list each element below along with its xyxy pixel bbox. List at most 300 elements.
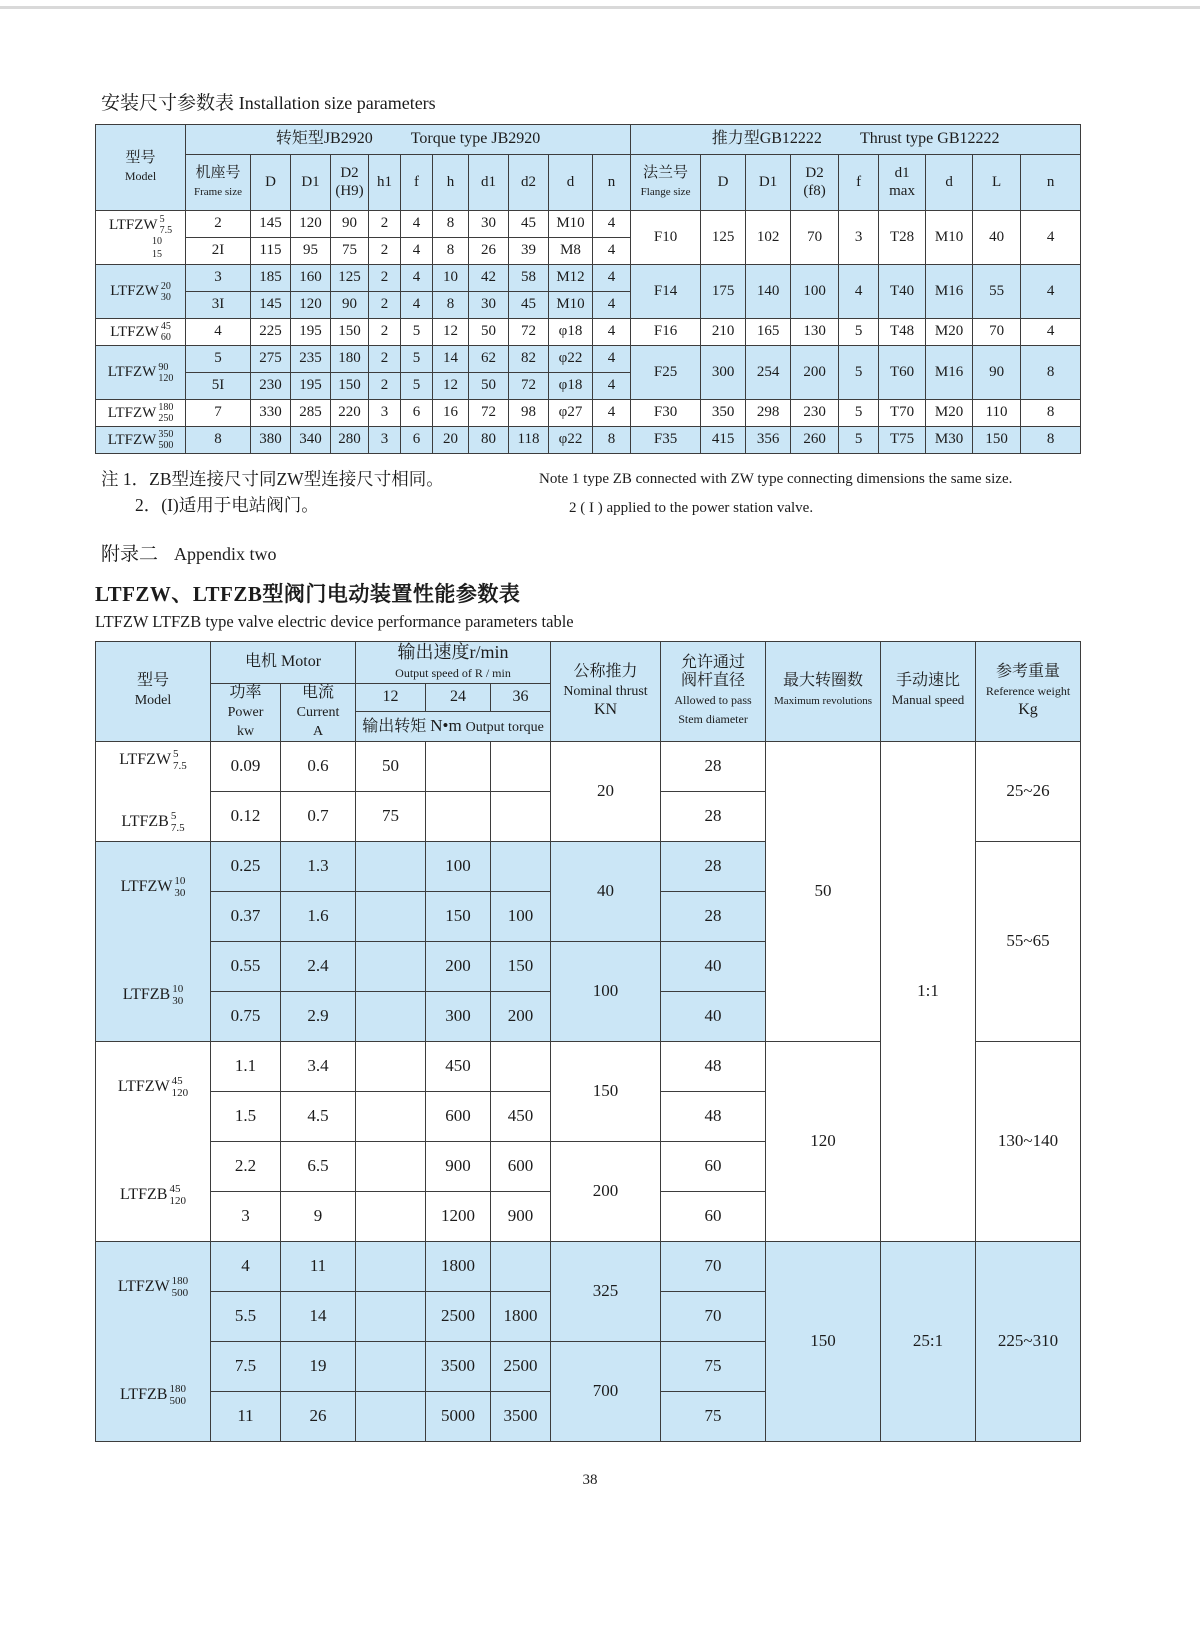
header-zh: D2	[805, 164, 824, 181]
model-sup: 5	[170, 810, 177, 823]
cell: 100	[491, 891, 551, 941]
header-zh: 功率	[229, 684, 262, 701]
table1-group-header-row	[96, 125, 1081, 155]
cell	[491, 1241, 551, 1291]
cell: 4	[211, 1241, 281, 1291]
cell: 102	[746, 211, 791, 265]
header-en: Nominal thrust	[563, 683, 648, 699]
cell: 26	[469, 238, 509, 265]
col-t-d1: d1	[469, 155, 509, 211]
col-output-torque	[356, 712, 551, 741]
cell: 3	[839, 211, 879, 265]
header-en: Model	[124, 168, 157, 183]
cell: 2I	[186, 238, 251, 265]
cell: 12	[433, 319, 469, 346]
col-t-h: h	[433, 155, 469, 211]
header-sub: (f8)	[803, 182, 826, 199]
header-zh: 型号	[125, 149, 156, 166]
cell: 180	[331, 346, 369, 373]
cell: φ27	[549, 400, 593, 427]
cell	[356, 941, 426, 991]
cell: 1.5	[211, 1091, 281, 1141]
cell: 0.12	[211, 791, 281, 841]
cell: M16	[926, 346, 973, 400]
header-zh: 允许通过	[681, 653, 746, 671]
header-unit: A	[312, 723, 324, 739]
header-en: Current	[296, 704, 340, 720]
cell: M12	[549, 265, 593, 292]
cell	[426, 791, 491, 841]
cell: 200	[791, 346, 839, 400]
cell: 39	[509, 238, 549, 265]
cell: 0.75	[211, 991, 281, 1041]
model-cell	[96, 400, 186, 427]
model-name: LTFZW	[107, 404, 157, 421]
table2-header-row-1	[96, 642, 1081, 684]
cell: 3	[369, 427, 401, 454]
cell: 8	[433, 292, 469, 319]
cell: 325	[551, 1241, 661, 1341]
cell: 30	[469, 211, 509, 238]
model-name: LTFZW	[107, 364, 157, 380]
model-sub: 30	[174, 887, 186, 900]
table1-column-header-row	[96, 155, 1081, 211]
header-unit: Kg	[1018, 700, 1038, 718]
cell: 2500	[491, 1341, 551, 1391]
col-f-L: L	[973, 155, 1021, 211]
col-t-d2: d2	[509, 155, 549, 211]
col-speed-12: 12	[356, 684, 426, 712]
model-sup: 20	[160, 280, 171, 292]
note-zh-2: 2．(I)适用于电站阀门。	[135, 495, 319, 516]
section1-title	[101, 0, 1085, 115]
cell: 350	[701, 400, 746, 427]
cell: F16	[631, 319, 701, 346]
cell: 225	[251, 319, 291, 346]
model-sub: 30	[172, 995, 184, 1008]
cell	[356, 1091, 426, 1141]
cell: 4	[1021, 211, 1081, 265]
note-en-1: Note 1 type ZB connected with ZW type connecting dimensions the same size.	[539, 471, 1013, 487]
cell: 5	[839, 319, 879, 346]
table-row	[96, 400, 1081, 427]
cell: 175	[701, 265, 746, 319]
cell: 20	[551, 741, 661, 841]
cell: 48	[661, 1041, 766, 1091]
cell: 110	[973, 400, 1021, 427]
col-f-f: f	[839, 155, 879, 211]
cell: 90	[973, 346, 1021, 400]
cell: 5000	[426, 1391, 491, 1441]
col-frame-size	[186, 155, 251, 211]
cell: F25	[631, 346, 701, 400]
cell: 95	[291, 238, 331, 265]
cell: 150	[973, 427, 1021, 454]
cell: T60	[879, 346, 926, 400]
cell: 4	[593, 373, 631, 400]
cell: 70	[661, 1291, 766, 1341]
note-en-2: 2 ( I ) applied to the power station valve.	[569, 499, 814, 516]
cell: 55	[973, 265, 1021, 319]
model-cell	[96, 427, 186, 454]
col-f-d1max	[879, 155, 926, 211]
cell: 150	[426, 891, 491, 941]
cell: 4	[593, 238, 631, 265]
model-sup: 5	[159, 214, 165, 225]
cell	[356, 1391, 426, 1441]
col-manual-speed	[881, 642, 976, 742]
cell: 6.5	[281, 1141, 356, 1191]
col-f-d: d	[926, 155, 973, 211]
table-row	[96, 265, 1081, 292]
cell: 140	[746, 265, 791, 319]
model-name: LTFZW	[108, 216, 158, 233]
col-reference-weight	[976, 642, 1081, 742]
cell: 3500	[426, 1341, 491, 1391]
cell: 150	[331, 319, 369, 346]
model-sup: 180	[171, 1274, 189, 1287]
cell: 285	[291, 400, 331, 427]
cell: 356	[746, 427, 791, 454]
cell: 150	[491, 941, 551, 991]
cell: 28	[661, 741, 766, 791]
col-speed-36: 36	[491, 684, 551, 712]
cell: T28	[879, 211, 926, 265]
model-cell	[96, 1041, 211, 1241]
model-sup: 350	[158, 429, 174, 440]
cell: 300	[701, 346, 746, 400]
cell: 0.7	[281, 791, 356, 841]
cell: T70	[879, 400, 926, 427]
cell: T40	[879, 265, 926, 319]
cell: 75	[356, 791, 426, 841]
cell: 200	[551, 1141, 661, 1241]
appendix-zh: 附录二	[101, 544, 159, 565]
cell: 0.55	[211, 941, 281, 991]
cell: 160	[291, 265, 331, 292]
model-cell	[96, 841, 211, 1041]
header-en: Maximum revolutions	[773, 695, 873, 708]
header-en: Output speed of R / min	[395, 666, 511, 680]
cell: 0.37	[211, 891, 281, 941]
cell	[356, 991, 426, 1041]
model-sup: 45	[160, 321, 171, 332]
table-row	[96, 346, 1081, 373]
header-en: Output torque	[465, 720, 544, 735]
cell: 130~140	[976, 1041, 1081, 1241]
cell: T75	[879, 427, 926, 454]
cell: 42	[469, 265, 509, 292]
cell: 8	[1021, 427, 1081, 454]
header-sub: (H9)	[335, 182, 364, 199]
header-en: Power	[227, 704, 264, 720]
cell: 118	[509, 427, 549, 454]
cell	[491, 741, 551, 791]
col-model	[96, 125, 186, 211]
cell: 4	[186, 319, 251, 346]
cell: 12	[433, 373, 469, 400]
cell: 4	[593, 265, 631, 292]
cell	[491, 1041, 551, 1091]
header-zh: 参考重量	[996, 663, 1061, 680]
col-f-D2	[791, 155, 839, 211]
cell: 3500	[491, 1391, 551, 1441]
cell	[356, 1141, 426, 1191]
cell: 900	[426, 1141, 491, 1191]
cell: 11	[281, 1241, 356, 1291]
cell: 900	[491, 1191, 551, 1241]
header-zh: D2	[340, 164, 359, 181]
cell: 82	[509, 346, 549, 373]
cell: 5I	[186, 373, 251, 400]
cell: 210	[701, 319, 746, 346]
cell	[491, 841, 551, 891]
cell: 7	[186, 400, 251, 427]
cell: 5	[839, 346, 879, 400]
cell: 25:1	[881, 1241, 976, 1441]
cell: 100	[551, 941, 661, 1041]
cell	[491, 791, 551, 841]
cell: 4	[1021, 265, 1081, 319]
cell: 1800	[491, 1291, 551, 1341]
col-t-n: n	[593, 155, 631, 211]
note-zh-1: 注 1．ZB型连接尺寸同ZW型连接尺寸相同。	[101, 469, 444, 489]
cell: 9	[281, 1191, 356, 1241]
col-t-D2	[331, 155, 369, 211]
cell: 2.2	[211, 1141, 281, 1191]
table-row	[96, 741, 1081, 791]
cell: 45	[509, 292, 549, 319]
cell: 2	[369, 265, 401, 292]
cell: 100	[426, 841, 491, 891]
cell: 298	[746, 400, 791, 427]
col-nominal-thrust	[551, 642, 661, 742]
model-name: LTFZB	[120, 1186, 168, 1204]
header-zh: 输出转矩	[362, 718, 427, 735]
model-sup: 10	[174, 874, 186, 887]
cell: φ18	[549, 319, 593, 346]
cell: 120	[766, 1041, 881, 1241]
cell: 2.9	[281, 991, 356, 1041]
cell: 254	[746, 346, 791, 400]
cell: 55~65	[976, 841, 1081, 1041]
cell: 230	[791, 400, 839, 427]
cell: 2	[369, 346, 401, 373]
cell: 2	[186, 211, 251, 238]
cell: 8	[1021, 346, 1081, 400]
model-name: LTFZB	[122, 986, 171, 1004]
cell	[356, 1341, 426, 1391]
cell: 8	[1021, 400, 1081, 427]
col-group-thrust	[631, 125, 1081, 155]
header-zh: 手动速比	[896, 672, 961, 690]
cell	[356, 841, 426, 891]
model-sup: 180	[158, 402, 174, 413]
cell: 14	[433, 346, 469, 373]
cell	[356, 1041, 426, 1091]
cell: 230	[251, 373, 291, 400]
col-group-torque	[186, 125, 631, 155]
cell: 5	[839, 427, 879, 454]
model-cell	[96, 211, 186, 265]
cell: 8	[186, 427, 251, 454]
cell: 3.4	[281, 1041, 356, 1091]
model-cell	[96, 741, 211, 841]
model-sub: 120	[169, 1195, 186, 1208]
cell: 1800	[426, 1241, 491, 1291]
cell: F35	[631, 427, 701, 454]
performance-table	[95, 641, 1081, 1442]
cell: 40	[661, 991, 766, 1041]
col-t-D: D	[251, 155, 291, 211]
header-zh: 机座号	[195, 164, 241, 181]
header-zh: 电流	[302, 684, 335, 701]
cell: 6	[401, 427, 433, 454]
header-zh: 输出速度r/min	[397, 642, 509, 663]
section2-title-zh: LTFZW、LTFZB型阀门电动装置性能参数表	[95, 582, 521, 606]
page-number: 38	[582, 1471, 598, 1488]
col-flange-size	[631, 155, 701, 211]
cell: 275	[251, 346, 291, 373]
cell: 70	[973, 319, 1021, 346]
cell: F30	[631, 400, 701, 427]
table-row	[96, 1241, 1081, 1291]
model-cell	[96, 319, 186, 346]
cell: 120	[291, 211, 331, 238]
cell	[356, 1241, 426, 1291]
cell: 700	[551, 1341, 661, 1441]
cell: M10	[926, 211, 973, 265]
model-name: LTFZW	[119, 751, 172, 769]
cell: 5.5	[211, 1291, 281, 1341]
table-row	[96, 319, 1081, 346]
header-en: Motor	[281, 653, 322, 671]
cell: T48	[879, 319, 926, 346]
cell: 70	[661, 1241, 766, 1291]
cell: 195	[291, 373, 331, 400]
col-power	[211, 684, 281, 742]
cell: 45	[509, 211, 549, 238]
model-sub: 60	[160, 332, 171, 343]
cell: 4	[839, 265, 879, 319]
col-output-speed	[356, 642, 551, 684]
cell: 4.5	[281, 1091, 356, 1141]
header-zh: 阀杆直径	[681, 672, 746, 690]
header-sub: max	[889, 182, 915, 199]
cell: 2	[369, 211, 401, 238]
cell: 150	[766, 1241, 881, 1441]
cell: 125	[701, 211, 746, 265]
cell: 150	[331, 373, 369, 400]
cell: 72	[509, 373, 549, 400]
cell	[356, 1191, 426, 1241]
cell: 2	[369, 319, 401, 346]
header-zh: 公称推力	[573, 663, 638, 680]
model-sup: 5	[173, 747, 179, 760]
cell: 1:1	[881, 741, 976, 1241]
header-unit: KN	[593, 700, 618, 718]
model-sub: 7.5	[173, 760, 187, 773]
cell: 450	[491, 1091, 551, 1141]
cell: 60	[661, 1141, 766, 1191]
cell: 185	[251, 265, 291, 292]
header-zh: 推力型GB12222	[711, 130, 822, 148]
cell: 235	[291, 346, 331, 373]
col-motor	[211, 642, 356, 684]
cell: 3	[211, 1191, 281, 1241]
cell: M20	[926, 319, 973, 346]
header-en: Frame size	[194, 185, 242, 198]
cell: M30	[926, 427, 973, 454]
header-en: Flange size	[640, 185, 691, 198]
cell: 75	[661, 1341, 766, 1391]
cell: 5	[186, 346, 251, 373]
model-sup: 90	[158, 361, 169, 373]
cell: M20	[926, 400, 973, 427]
cell: 2	[369, 373, 401, 400]
model-extra: 10	[152, 236, 162, 247]
section1-title-en: Installation size parameters	[238, 93, 436, 113]
header-zh: 最大转圈数	[783, 672, 864, 690]
col-speed-24: 24	[426, 684, 491, 712]
cell: 2	[369, 238, 401, 265]
col-f-n: n	[1021, 155, 1081, 211]
scan-artifact-line	[0, 6, 1200, 9]
cell: φ18	[549, 373, 593, 400]
cell: 40	[661, 941, 766, 991]
section1-title-zh: 安装尺寸参数表	[101, 93, 235, 114]
table-row	[96, 211, 1081, 238]
col-model	[96, 642, 211, 742]
model-sub: 500	[169, 1395, 186, 1408]
cell: 2.4	[281, 941, 356, 991]
installation-size-table	[95, 124, 1081, 454]
cell: 40	[973, 211, 1021, 265]
cell: 3	[369, 400, 401, 427]
model-name: LTFZW	[107, 431, 157, 448]
cell: 11	[211, 1391, 281, 1441]
header-zh: d1	[894, 164, 910, 181]
cell: 600	[491, 1141, 551, 1191]
cell: 75	[331, 238, 369, 265]
cell: 70	[791, 211, 839, 265]
cell: 200	[426, 941, 491, 991]
col-current	[281, 684, 356, 742]
cell: 8	[433, 211, 469, 238]
cell: 28	[661, 791, 766, 841]
cell: 75	[661, 1391, 766, 1441]
header-en: Reference weight	[985, 683, 1071, 698]
cell: 4	[593, 292, 631, 319]
model-cell	[96, 265, 186, 319]
cell: φ22	[549, 346, 593, 373]
header-en: Stem diameter	[678, 712, 748, 727]
cell: 80	[469, 427, 509, 454]
cell: 4	[593, 400, 631, 427]
cell: 260	[791, 427, 839, 454]
cell: 1200	[426, 1191, 491, 1241]
cell: 4	[401, 265, 433, 292]
cell: 415	[701, 427, 746, 454]
appendix-heading	[101, 539, 1085, 566]
model-name: LTFZW	[110, 323, 159, 340]
appendix-en: Appendix two	[174, 544, 277, 564]
cell: 3I	[186, 292, 251, 319]
cell: M8	[549, 238, 593, 265]
col-f-D: D	[701, 155, 746, 211]
cell: 7.5	[211, 1341, 281, 1391]
model-sup: 45	[169, 1183, 181, 1196]
